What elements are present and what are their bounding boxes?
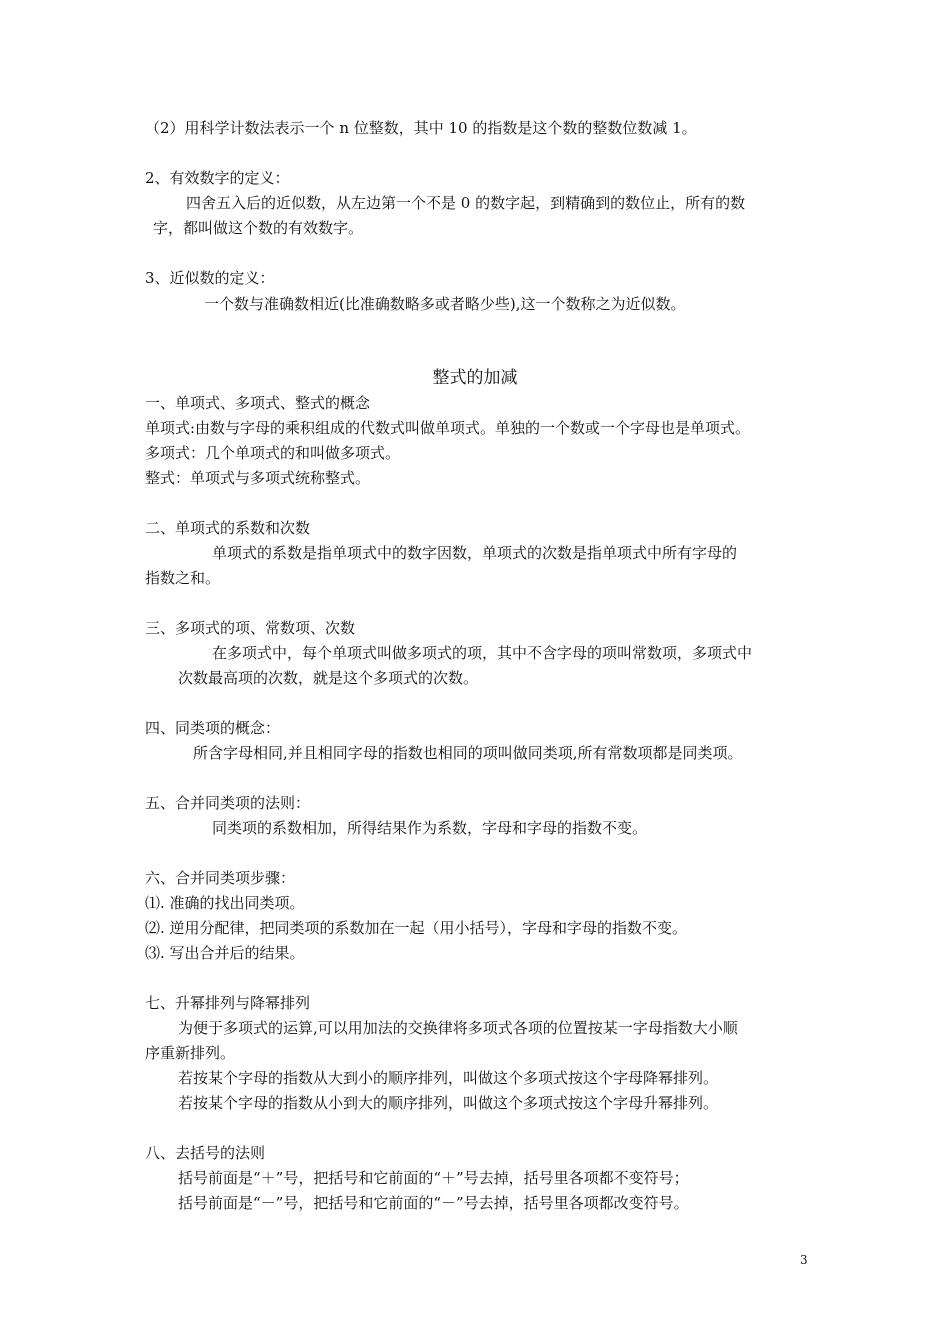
sig-figs-line-1: 四舍五入后的近似数，从左边第一个不是 0 的数字起，到精确到的数位止，所有的数 bbox=[186, 194, 746, 212]
sig-figs-heading: 2、有效数字的定义： bbox=[145, 169, 290, 187]
section-3-heading: 三、多项式的项、常数项、次数 bbox=[145, 619, 356, 637]
section-6-heading: 六、合并同类项步骤： bbox=[145, 869, 296, 887]
section-8-heading: 八、去括号的法则 bbox=[145, 1144, 266, 1162]
sig-figs-line-2: 字，都叫做这个数的有效数字。 bbox=[153, 219, 364, 237]
section-4-line-1: 所含字母相同,并且相同字母的指数也相同的项叫做同类项,所有常数项都是同类项。 bbox=[193, 744, 743, 762]
section-8-line-2: 括号前面是“－”号，把括号和它前面的“－”号去掉，括号里各项都改变符号。 bbox=[178, 1194, 689, 1212]
section-8-line-1: 括号前面是“＋”号，把括号和它前面的“＋”号去掉，括号里各项都不变符号； bbox=[178, 1169, 689, 1187]
approx-heading: 3、近似数的定义： bbox=[145, 269, 275, 287]
section-2-heading: 二、单项式的系数和次数 bbox=[145, 519, 311, 537]
chapter-title: 整式的加减 bbox=[432, 368, 518, 388]
section-3-line-2: 次数最高项的次数，就是这个多项式的次数。 bbox=[178, 669, 479, 687]
section-7-heading: 七、升幂排列与降幂排列 bbox=[145, 994, 311, 1012]
section-2-line-2: 指数之和。 bbox=[145, 569, 221, 587]
section-7-line-2: 序重新排列。 bbox=[145, 1044, 236, 1062]
section-5-heading: 五、合并同类项的法则： bbox=[145, 794, 311, 812]
sci-notation-rule-2: （2）用科学计数法表示一个 n 位整数，其中 10 的指数是这个数的整数位数减 1。 bbox=[145, 119, 697, 137]
section-7-line-1: 为便于多项式的运算,可以用加法的交换律将多项式各项的位置按某一字母指数大小顺 bbox=[178, 1019, 738, 1037]
section-6-step-2: ⑵. 逆用分配律，把同类项的系数加在一起（用小括号），字母和字母的指数不变。 bbox=[145, 919, 688, 937]
section-1-heading: 一、单项式、多项式、整式的概念 bbox=[145, 394, 371, 412]
section-3-line-1: 在多项式中，每个单项式叫做多项式的项，其中不含字母的项叫常数项，多项式中 bbox=[212, 644, 753, 662]
section-4-heading: 四、同类项的概念： bbox=[145, 719, 281, 737]
section-7-line-4: 若按某个字母的指数从小到大的顺序排列，叫做这个多项式按这个字母升幂排列。 bbox=[178, 1094, 719, 1112]
section-1-line-2: 多项式：几个单项式的和叫做多项式。 bbox=[145, 444, 401, 462]
approx-line-1: 一个数与准确数相近(比准确数略多或者略少些),这一个数称之为近似数。 bbox=[204, 295, 686, 313]
section-6-step-1: ⑴. 准确的找出同类项。 bbox=[145, 894, 305, 912]
section-7-line-3: 若按某个字母的指数从大到小的顺序排列，叫做这个多项式按这个字母降幂排列。 bbox=[178, 1069, 719, 1087]
section-5-line-1: 同类项的系数相加，所得结果作为系数，字母和字母的指数不变。 bbox=[212, 819, 648, 837]
section-1-line-1: 单项式:由数与字母的乘积组成的代数式叫做单项式。单独的一个数或一个字母也是单项式。 bbox=[145, 419, 751, 437]
page-number: 3 bbox=[800, 1253, 808, 1267]
section-2-line-1: 单项式的系数是指单项式中的数字因数，单项式的次数是指单项式中所有字母的 bbox=[212, 544, 738, 562]
section-6-step-3: ⑶. 写出合并后的结果。 bbox=[145, 944, 305, 962]
section-1-line-3: 整式：单项式与多项式统称整式。 bbox=[145, 469, 371, 487]
